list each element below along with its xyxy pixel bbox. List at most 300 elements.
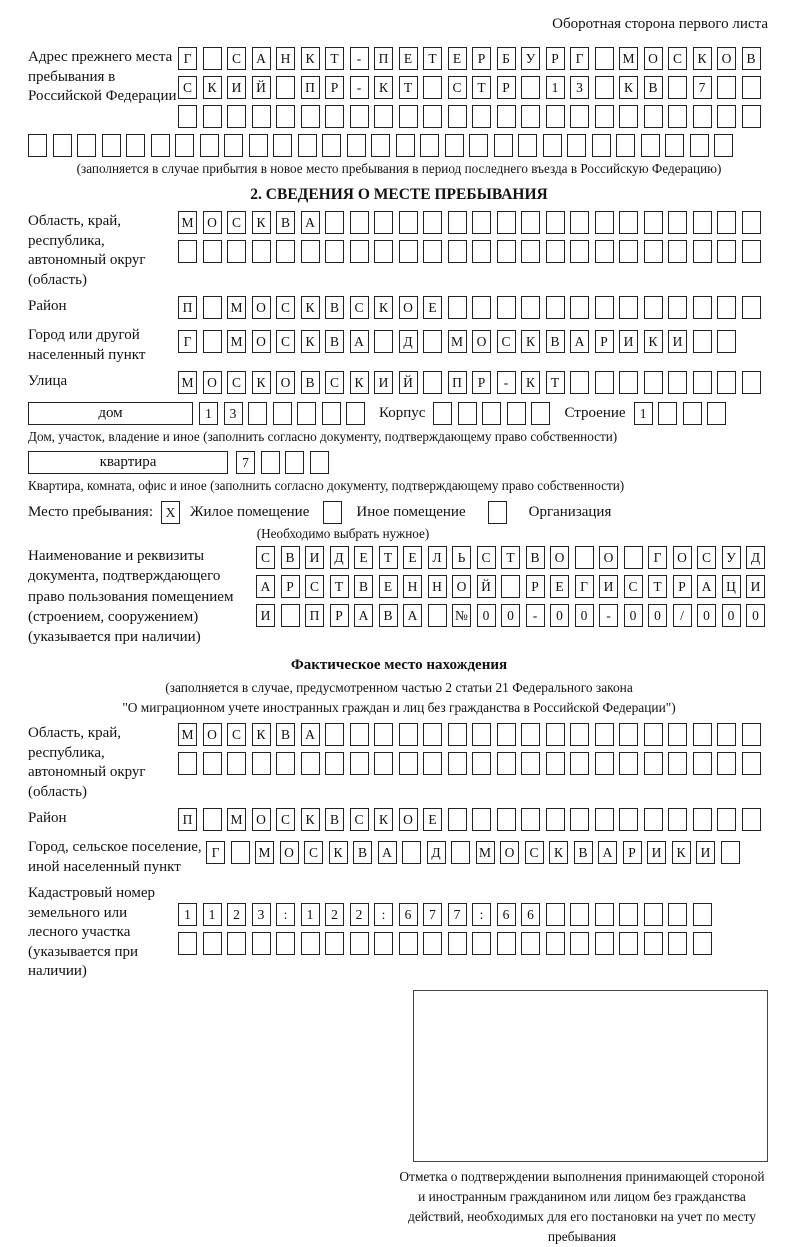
char-cell[interactable] (322, 134, 341, 157)
char-cell[interactable]: К (301, 330, 320, 353)
char-cell[interactable] (521, 240, 540, 263)
char-cell[interactable]: И (256, 604, 275, 627)
char-cell[interactable]: Р (595, 330, 614, 353)
char-cell[interactable] (77, 134, 96, 157)
char-cell[interactable]: 3 (570, 76, 589, 99)
char-cell[interactable]: 0 (746, 604, 765, 627)
char-cell[interactable]: К (252, 211, 271, 234)
char-cell[interactable] (445, 134, 464, 157)
char-cell[interactable] (448, 296, 467, 319)
char-cell[interactable] (472, 211, 491, 234)
char-cell[interactable]: Е (423, 808, 442, 831)
char-cell[interactable]: В (546, 330, 565, 353)
char-cell[interactable]: Н (276, 47, 295, 70)
char-cell[interactable]: М (178, 211, 197, 234)
char-cell[interactable]: 1 (634, 402, 653, 425)
char-cell[interactable]: В (325, 808, 344, 831)
char-cell[interactable] (717, 211, 736, 234)
char-cell[interactable] (595, 932, 614, 955)
char-cell[interactable] (252, 240, 271, 263)
char-cell[interactable]: Р (546, 47, 565, 70)
char-cell[interactable]: А (378, 841, 397, 864)
char-cell[interactable] (592, 134, 611, 157)
char-cell[interactable]: 2 (350, 903, 369, 926)
char-cell[interactable] (619, 211, 638, 234)
char-cell[interactable]: А (570, 330, 589, 353)
char-cell[interactable] (721, 841, 740, 864)
char-cell[interactable]: С (227, 371, 246, 394)
char-cell[interactable] (567, 134, 586, 157)
char-cell[interactable] (497, 105, 516, 128)
char-cell[interactable]: П (374, 47, 393, 70)
char-cell[interactable] (570, 808, 589, 831)
char-cell[interactable]: 1 (178, 903, 197, 926)
char-cell[interactable] (472, 296, 491, 319)
char-cell[interactable]: О (599, 546, 618, 569)
char-cell[interactable] (301, 105, 320, 128)
char-cell[interactable]: М (476, 841, 495, 864)
char-cell[interactable] (497, 723, 516, 746)
char-cell[interactable]: С (276, 808, 295, 831)
char-cell[interactable] (28, 134, 47, 157)
char-cell[interactable]: С (448, 76, 467, 99)
char-cell[interactable] (261, 451, 280, 474)
char-cell[interactable] (595, 723, 614, 746)
char-cell[interactable]: 0 (648, 604, 667, 627)
char-cell[interactable] (310, 451, 329, 474)
char-cell[interactable] (298, 134, 317, 157)
char-cell[interactable] (350, 211, 369, 234)
char-cell[interactable] (126, 134, 145, 157)
char-cell[interactable]: О (276, 371, 295, 394)
char-cell[interactable]: С (525, 841, 544, 864)
char-cell[interactable] (521, 808, 540, 831)
char-cell[interactable]: В (325, 330, 344, 353)
char-cell[interactable]: К (301, 296, 320, 319)
char-cell[interactable] (433, 402, 452, 425)
char-cell[interactable] (546, 240, 565, 263)
char-cell[interactable]: К (672, 841, 691, 864)
char-cell[interactable] (249, 134, 268, 157)
char-cell[interactable] (325, 105, 344, 128)
char-cell[interactable]: И (647, 841, 666, 864)
char-cell[interactable]: А (403, 604, 422, 627)
char-cell[interactable] (276, 932, 295, 955)
char-cell[interactable] (644, 723, 663, 746)
char-cell[interactable] (423, 211, 442, 234)
char-cell[interactable] (717, 296, 736, 319)
char-cell[interactable]: О (452, 575, 471, 598)
char-cell[interactable] (668, 211, 687, 234)
char-cell[interactable]: 7 (448, 903, 467, 926)
char-cell[interactable] (501, 575, 520, 598)
char-cell[interactable] (570, 752, 589, 775)
char-cell[interactable]: В (301, 371, 320, 394)
char-cell[interactable] (396, 134, 415, 157)
char-cell[interactable] (717, 330, 736, 353)
char-cell[interactable] (742, 240, 761, 263)
char-cell[interactable]: С (325, 371, 344, 394)
char-cell[interactable] (546, 932, 565, 955)
char-cell[interactable] (693, 932, 712, 955)
char-cell[interactable] (285, 451, 304, 474)
char-cell[interactable]: - (350, 47, 369, 70)
char-cell[interactable] (521, 211, 540, 234)
char-cell[interactable]: С (477, 546, 496, 569)
char-cell[interactable]: Н (428, 575, 447, 598)
char-cell[interactable]: Й (399, 371, 418, 394)
char-cell[interactable] (693, 752, 712, 775)
char-cell[interactable]: 2 (227, 903, 246, 926)
char-cell[interactable]: Б (497, 47, 516, 70)
char-cell[interactable] (203, 296, 222, 319)
char-cell[interactable]: С (350, 808, 369, 831)
char-cell[interactable] (281, 604, 300, 627)
char-cell[interactable] (325, 211, 344, 234)
char-cell[interactable]: А (354, 604, 373, 627)
char-cell[interactable]: : (276, 903, 295, 926)
char-cell[interactable]: В (526, 546, 545, 569)
char-cell[interactable] (531, 402, 550, 425)
char-cell[interactable] (301, 932, 320, 955)
char-cell[interactable] (742, 371, 761, 394)
char-cell[interactable]: У (521, 47, 540, 70)
char-cell[interactable]: В (281, 546, 300, 569)
char-cell[interactable]: А (252, 47, 271, 70)
char-cell[interactable]: - (350, 76, 369, 99)
char-cell[interactable] (693, 296, 712, 319)
char-cell[interactable] (273, 402, 292, 425)
char-cell[interactable] (252, 752, 271, 775)
char-cell[interactable]: С (227, 723, 246, 746)
char-cell[interactable] (203, 932, 222, 955)
char-cell[interactable] (693, 371, 712, 394)
char-cell[interactable] (472, 723, 491, 746)
char-cell[interactable] (717, 371, 736, 394)
char-cell[interactable] (203, 808, 222, 831)
char-cell[interactable] (497, 752, 516, 775)
char-cell[interactable] (200, 134, 219, 157)
char-cell[interactable] (521, 76, 540, 99)
char-cell[interactable] (570, 105, 589, 128)
char-cell[interactable] (227, 105, 246, 128)
char-cell[interactable] (619, 752, 638, 775)
char-cell[interactable] (595, 752, 614, 775)
char-cell[interactable] (644, 932, 663, 955)
char-cell[interactable] (595, 903, 614, 926)
char-cell[interactable] (448, 211, 467, 234)
char-cell[interactable]: С (350, 296, 369, 319)
char-cell[interactable]: И (227, 76, 246, 99)
char-cell[interactable]: М (178, 723, 197, 746)
char-cell[interactable]: Р (472, 47, 491, 70)
char-cell[interactable] (543, 134, 562, 157)
char-cell[interactable] (203, 752, 222, 775)
char-cell[interactable]: П (178, 296, 197, 319)
char-cell[interactable]: Р (623, 841, 642, 864)
char-cell[interactable] (423, 371, 442, 394)
char-cell[interactable]: Р (281, 575, 300, 598)
char-cell[interactable] (301, 240, 320, 263)
char-cell[interactable] (350, 723, 369, 746)
char-cell[interactable] (707, 402, 726, 425)
char-cell[interactable] (451, 841, 470, 864)
char-cell[interactable] (619, 808, 638, 831)
char-cell[interactable]: К (374, 296, 393, 319)
char-cell[interactable] (178, 752, 197, 775)
char-cell[interactable] (497, 932, 516, 955)
char-cell[interactable]: : (374, 903, 393, 926)
char-cell[interactable] (276, 752, 295, 775)
char-cell[interactable] (595, 240, 614, 263)
house-type-box[interactable]: дом (28, 402, 193, 425)
char-cell[interactable]: К (693, 47, 712, 70)
char-cell[interactable] (546, 752, 565, 775)
char-cell[interactable] (420, 134, 439, 157)
char-cell[interactable] (399, 105, 418, 128)
char-cell[interactable]: К (644, 330, 663, 353)
char-cell[interactable] (518, 134, 537, 157)
char-cell[interactable] (151, 134, 170, 157)
char-cell[interactable] (668, 723, 687, 746)
char-cell[interactable]: 1 (199, 402, 218, 425)
char-cell[interactable] (301, 752, 320, 775)
char-cell[interactable]: Е (403, 546, 422, 569)
char-cell[interactable]: Т (399, 76, 418, 99)
char-cell[interactable]: О (673, 546, 692, 569)
char-cell[interactable] (374, 330, 393, 353)
char-cell[interactable]: С (304, 841, 323, 864)
char-cell[interactable]: - (599, 604, 618, 627)
char-cell[interactable]: 0 (477, 604, 496, 627)
char-cell[interactable]: С (178, 76, 197, 99)
char-cell[interactable] (248, 402, 267, 425)
char-cell[interactable]: У (722, 546, 741, 569)
checkbox-other-premises[interactable] (323, 501, 342, 524)
char-cell[interactable] (521, 296, 540, 319)
char-cell[interactable]: 0 (722, 604, 741, 627)
char-cell[interactable]: Е (423, 296, 442, 319)
char-cell[interactable]: В (276, 211, 295, 234)
char-cell[interactable] (619, 903, 638, 926)
char-cell[interactable]: / (673, 604, 692, 627)
char-cell[interactable] (644, 752, 663, 775)
char-cell[interactable]: Т (325, 47, 344, 70)
char-cell[interactable] (472, 752, 491, 775)
char-cell[interactable] (717, 105, 736, 128)
char-cell[interactable]: М (448, 330, 467, 353)
char-cell[interactable]: 7 (236, 451, 255, 474)
char-cell[interactable] (497, 296, 516, 319)
char-cell[interactable]: Д (746, 546, 765, 569)
char-cell[interactable] (448, 808, 467, 831)
char-cell[interactable]: С (227, 47, 246, 70)
confirmation-mark-box[interactable] (413, 990, 768, 1162)
char-cell[interactable] (595, 105, 614, 128)
char-cell[interactable] (742, 808, 761, 831)
char-cell[interactable] (227, 752, 246, 775)
char-cell[interactable]: С (227, 211, 246, 234)
char-cell[interactable] (297, 402, 316, 425)
char-cell[interactable] (570, 211, 589, 234)
char-cell[interactable] (507, 402, 526, 425)
char-cell[interactable]: И (668, 330, 687, 353)
char-cell[interactable] (693, 105, 712, 128)
char-cell[interactable]: Г (575, 575, 594, 598)
char-cell[interactable] (428, 604, 447, 627)
char-cell[interactable] (347, 134, 366, 157)
char-cell[interactable] (693, 211, 712, 234)
char-cell[interactable]: К (374, 76, 393, 99)
char-cell[interactable]: 0 (624, 604, 643, 627)
char-cell[interactable] (472, 105, 491, 128)
char-cell[interactable] (203, 330, 222, 353)
char-cell[interactable]: К (619, 76, 638, 99)
char-cell[interactable]: В (325, 296, 344, 319)
char-cell[interactable] (469, 134, 488, 157)
char-cell[interactable] (644, 105, 663, 128)
char-cell[interactable] (624, 546, 643, 569)
char-cell[interactable] (399, 240, 418, 263)
char-cell[interactable] (325, 723, 344, 746)
checkbox-organization[interactable] (488, 501, 507, 524)
char-cell[interactable] (399, 752, 418, 775)
char-cell[interactable]: С (305, 575, 324, 598)
char-cell[interactable]: Й (252, 76, 271, 99)
char-cell[interactable] (668, 371, 687, 394)
char-cell[interactable]: Р (497, 76, 516, 99)
char-cell[interactable]: О (399, 808, 418, 831)
char-cell[interactable]: Е (448, 47, 467, 70)
char-cell[interactable] (668, 808, 687, 831)
char-cell[interactable]: Р (526, 575, 545, 598)
char-cell[interactable]: О (252, 330, 271, 353)
char-cell[interactable] (448, 240, 467, 263)
char-cell[interactable] (595, 371, 614, 394)
char-cell[interactable]: С (276, 296, 295, 319)
char-cell[interactable] (546, 723, 565, 746)
char-cell[interactable] (252, 932, 271, 955)
char-cell[interactable] (742, 76, 761, 99)
char-cell[interactable] (497, 240, 516, 263)
char-cell[interactable]: Т (330, 575, 349, 598)
char-cell[interactable]: Т (648, 575, 667, 598)
char-cell[interactable]: В (379, 604, 398, 627)
char-cell[interactable] (595, 808, 614, 831)
char-cell[interactable]: А (598, 841, 617, 864)
char-cell[interactable] (521, 752, 540, 775)
char-cell[interactable] (546, 808, 565, 831)
char-cell[interactable]: П (448, 371, 467, 394)
char-cell[interactable] (668, 932, 687, 955)
char-cell[interactable]: С (276, 330, 295, 353)
char-cell[interactable]: В (574, 841, 593, 864)
char-cell[interactable] (595, 211, 614, 234)
char-cell[interactable]: О (472, 330, 491, 353)
char-cell[interactable] (690, 134, 709, 157)
char-cell[interactable] (693, 330, 712, 353)
char-cell[interactable] (276, 105, 295, 128)
char-cell[interactable] (644, 903, 663, 926)
char-cell[interactable]: К (301, 47, 320, 70)
char-cell[interactable] (742, 752, 761, 775)
char-cell[interactable]: М (619, 47, 638, 70)
char-cell[interactable]: 7 (423, 903, 442, 926)
char-cell[interactable] (374, 932, 393, 955)
char-cell[interactable] (423, 240, 442, 263)
char-cell[interactable]: Г (178, 47, 197, 70)
char-cell[interactable]: М (227, 296, 246, 319)
char-cell[interactable]: И (619, 330, 638, 353)
apartment-type-box[interactable]: квартира (28, 451, 228, 474)
char-cell[interactable]: И (746, 575, 765, 598)
char-cell[interactable]: О (203, 371, 222, 394)
char-cell[interactable] (448, 723, 467, 746)
char-cell[interactable] (693, 723, 712, 746)
char-cell[interactable] (423, 752, 442, 775)
char-cell[interactable]: Е (550, 575, 569, 598)
char-cell[interactable] (619, 105, 638, 128)
char-cell[interactable]: Ь (452, 546, 471, 569)
char-cell[interactable]: Д (427, 841, 446, 864)
char-cell[interactable]: С (256, 546, 275, 569)
char-cell[interactable]: И (374, 371, 393, 394)
char-cell[interactable]: Г (570, 47, 589, 70)
char-cell[interactable] (521, 723, 540, 746)
char-cell[interactable]: А (350, 330, 369, 353)
char-cell[interactable] (350, 932, 369, 955)
char-cell[interactable] (325, 240, 344, 263)
char-cell[interactable]: М (178, 371, 197, 394)
char-cell[interactable]: Р (330, 604, 349, 627)
char-cell[interactable]: 6 (399, 903, 418, 926)
char-cell[interactable] (742, 211, 761, 234)
char-cell[interactable]: № (452, 604, 471, 627)
char-cell[interactable]: Е (354, 546, 373, 569)
char-cell[interactable] (227, 932, 246, 955)
char-cell[interactable] (482, 402, 501, 425)
char-cell[interactable]: О (280, 841, 299, 864)
char-cell[interactable]: 0 (501, 604, 520, 627)
char-cell[interactable] (570, 723, 589, 746)
char-cell[interactable] (203, 105, 222, 128)
char-cell[interactable]: О (399, 296, 418, 319)
char-cell[interactable] (350, 752, 369, 775)
char-cell[interactable]: К (203, 76, 222, 99)
char-cell[interactable] (619, 932, 638, 955)
char-cell[interactable] (448, 105, 467, 128)
char-cell[interactable] (350, 105, 369, 128)
char-cell[interactable]: О (203, 723, 222, 746)
char-cell[interactable]: К (301, 808, 320, 831)
char-cell[interactable] (472, 240, 491, 263)
char-cell[interactable] (658, 402, 677, 425)
char-cell[interactable] (546, 105, 565, 128)
char-cell[interactable]: : (472, 903, 491, 926)
char-cell[interactable] (742, 296, 761, 319)
char-cell[interactable]: О (500, 841, 519, 864)
char-cell[interactable] (494, 134, 513, 157)
char-cell[interactable] (374, 723, 393, 746)
char-cell[interactable] (399, 932, 418, 955)
char-cell[interactable]: - (497, 371, 516, 394)
char-cell[interactable]: Е (379, 575, 398, 598)
char-cell[interactable] (619, 723, 638, 746)
char-cell[interactable] (693, 240, 712, 263)
char-cell[interactable]: В (354, 575, 373, 598)
char-cell[interactable]: А (301, 211, 320, 234)
char-cell[interactable] (322, 402, 341, 425)
